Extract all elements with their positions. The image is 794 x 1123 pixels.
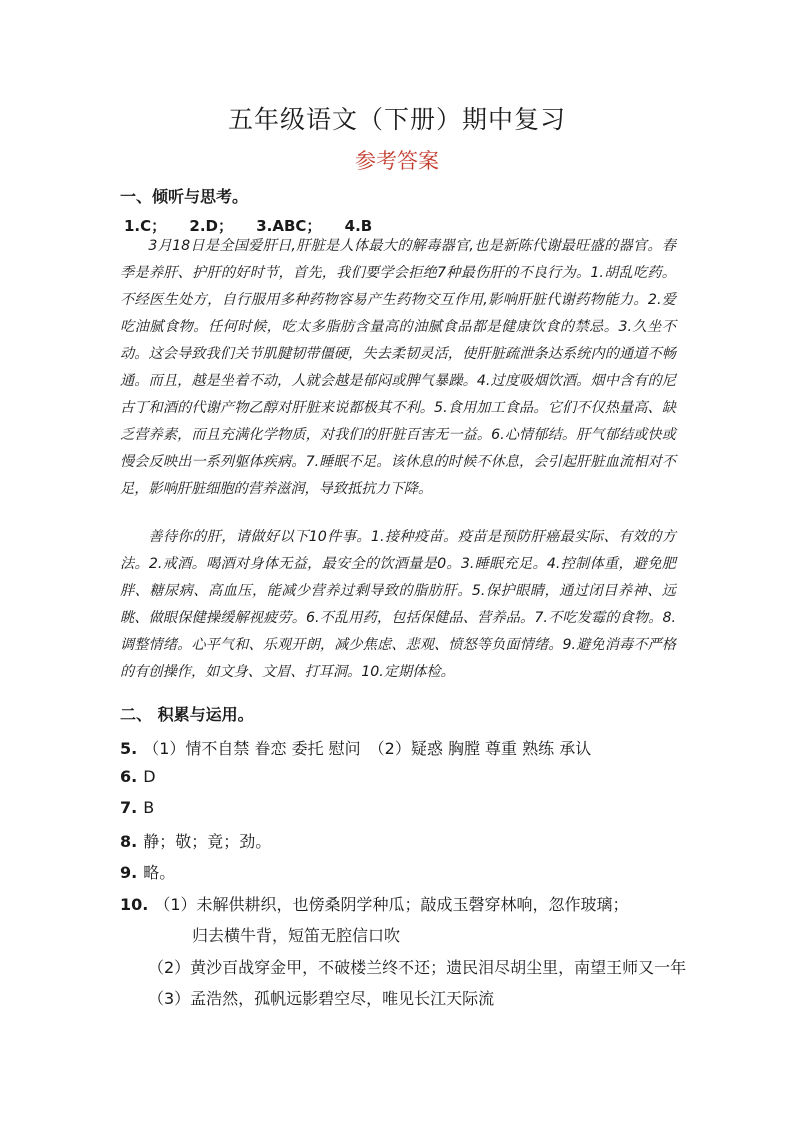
q7-number: 7. bbox=[120, 798, 138, 817]
listening-passage-2 bbox=[120, 524, 676, 686]
page-title: 五年级语文（下册）期中复习 bbox=[227, 105, 566, 134]
passage-paragraph-2: 善待你的肝，请做好以下10件事。1.接种疫苗。疫苗是预防肝癌最实际、有效的方法。2.戒酒。喝酒对身体无益，最安全的饮酒量是0。3.睡眠充足。4.控制体重，避免肥胖、糖尿病、高血压，能减少营养过剩导致的脂肪肝。5.保护眼睛，通过闭目养神、远眺、做眼保健操缓解视疲劳。6.不乱用药，包括保健品、营养品。7.不吃发霉的食物。8.调整情绪。心平气和、乐观开朗，减少焦虑、悲观、愤怒等负面情绪。9.避免消毒不严格的有创操作，如文身、文眉、打耳洞。10.定期体检。 bbox=[120, 529, 676, 680]
q9-number: 9. bbox=[120, 863, 138, 882]
passage-paragraph-1: 3月18日是全国爱肝日,肝脏是人体最大的解毒器官,也是新陈代谢最旺盛的器官。春季是养肝、护肝的好时节，首先，我们要学会拒绝7种最伤肝的不良行为。1.胡乱吃药。不经医生处方，自行服用多种药物容易产生药物交互作用,影响肝脏代谢药物能力。2.爱吃油腻食物。任何时候，吃太多脂肪含量高的油腻食品都是健康饮食的禁忌。3.久坐不动。这会导致我们关节肌腱韧带僵硬，失去柔韧灵活，使肝脏疏泄条达系统内的通道不畅通。而且，越是坐着不动，人就会越是郁闷或脾气暴躁。4.过度吸烟饮酒。烟中含有的尼古丁和酒的代谢产物乙醇对肝脏来说都极其不利。5.食用加工食品。它们不仅热量高、缺乏营养素，而且充满化学物质，对我们的肝脏百害无一益。6.心情郁结。肝气郁结或快或慢会反映出一系列躯体疾病。7.睡眠不足。该休息的时候不休息，会引起肝脏血流相对不足，影响肝脏细胞的营养滋润，导致抵抗力下降。 bbox=[120, 238, 676, 497]
q10-number: 10. bbox=[120, 895, 149, 914]
answer-q10-line1 bbox=[120, 892, 629, 915]
q5-number: 5. bbox=[120, 739, 138, 758]
mc-answer-3: 3.ABC； bbox=[256, 217, 322, 235]
q10-part1: （1）未解供耕织，也傍桑阴学种瓜；敲成玉磬穿林响，忽作玻璃； bbox=[154, 895, 629, 914]
section-2-heading: 二、 积累与运用。 bbox=[120, 705, 254, 724]
page-subtitle: 参考答案 bbox=[355, 149, 439, 173]
q8-number: 8. bbox=[120, 832, 138, 851]
answer-q10-line2: 归去横牛背，短笛无腔信口吹 bbox=[192, 926, 401, 945]
q5-part2: （2）疑惑 胸膛 尊重 熟练 承认 bbox=[368, 739, 592, 758]
answer-q8 bbox=[120, 829, 271, 852]
q6-number: 6. bbox=[120, 767, 138, 786]
answer-q10-line4: （3）孟浩然，孤帆远影碧空尽，唯见长江天际流 bbox=[148, 989, 495, 1008]
answer-q7 bbox=[120, 798, 154, 817]
mc-answer-4: 4.B bbox=[344, 217, 373, 235]
mc-answer-2: 2.D； bbox=[189, 217, 233, 235]
q6-answer: D bbox=[143, 767, 156, 786]
q9-answer: 略。 bbox=[143, 863, 176, 882]
answer-q6 bbox=[120, 767, 156, 786]
answer-q5 bbox=[120, 736, 591, 759]
q7-answer: B bbox=[143, 798, 155, 817]
q5-part1: （1）情不自禁 眷恋 委托 慰问 bbox=[143, 739, 361, 758]
answer-q10-line3: （2）黄沙百战穿金甲，不破楼兰终不还；遗民泪尽胡尘里，南望王师又一年 bbox=[148, 958, 687, 977]
q8-answer: 静；敬；竟；劲。 bbox=[143, 832, 272, 851]
mc-answer-1: 1.C； bbox=[124, 217, 167, 235]
listening-passage bbox=[120, 233, 676, 503]
section-1-heading: 一、倾听与思考。 bbox=[120, 187, 249, 206]
answer-q9 bbox=[120, 860, 175, 883]
